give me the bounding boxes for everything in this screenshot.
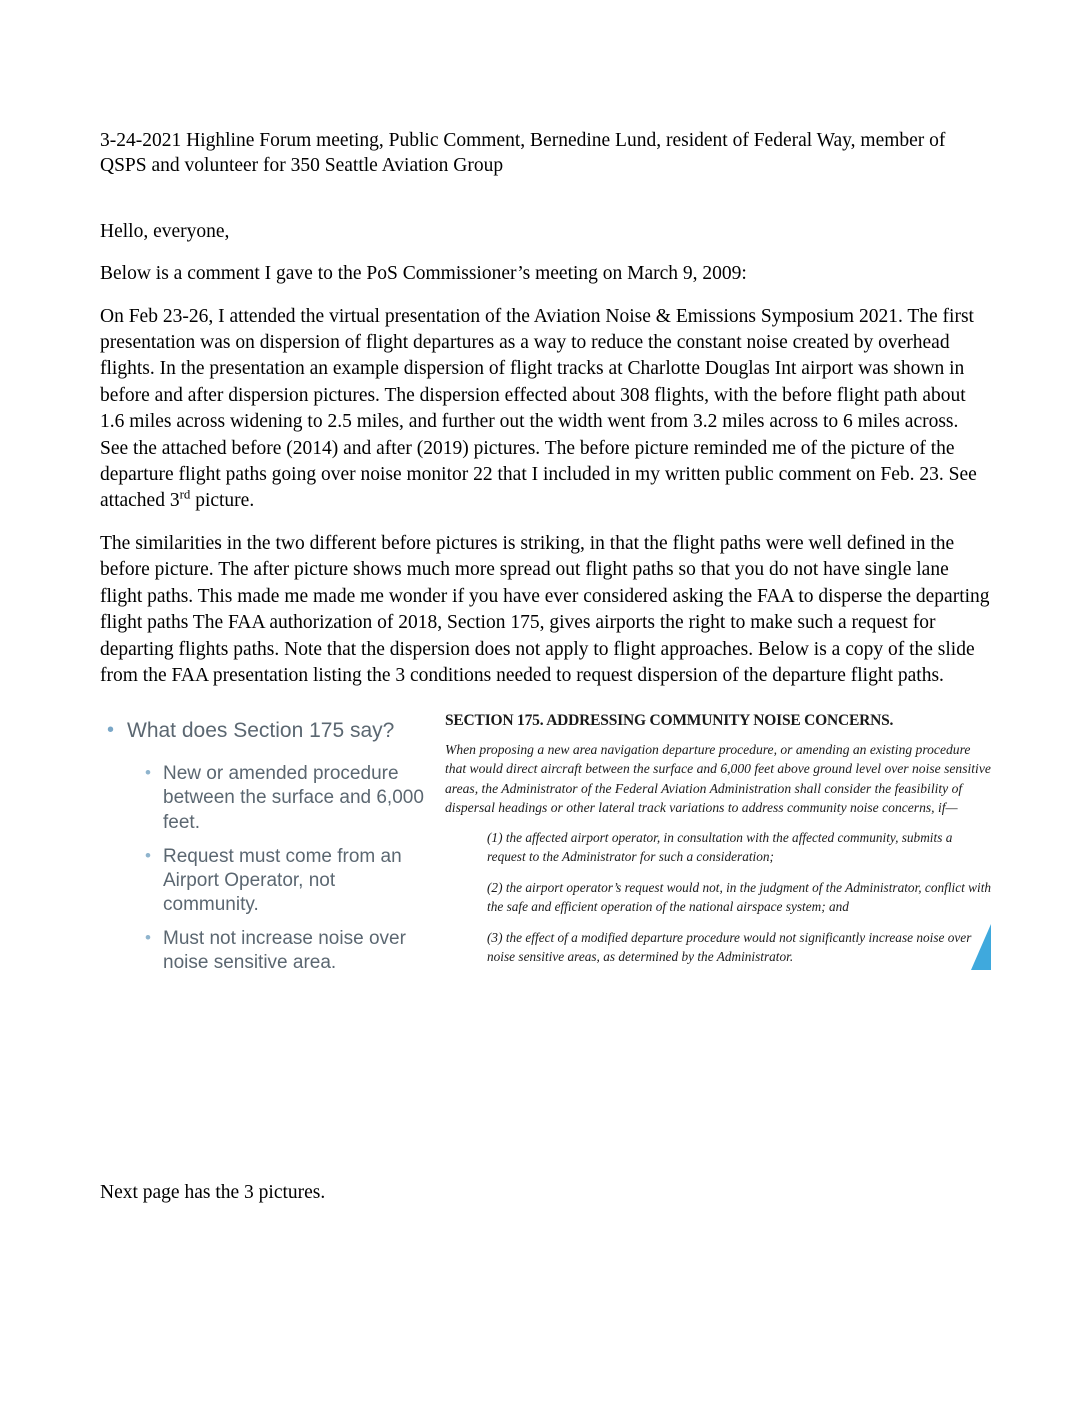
section-175-condition: (2) the airport operator’s request would not, in the judgment of the Administrator, conflict with the safe and efficient operation of the national airspace system; and — [487, 879, 992, 914]
document-title: 3-24-2021 Highline Forum meeting, Public Comment, Bernedine Lund, resident of Federal Way, member of QSPS and volunteer for 350 Seattle Aviation Group — [100, 130, 946, 177]
ordinal-suffix: rd — [179, 487, 191, 502]
slide-right-column — [445, 712, 993, 978]
paragraph-one-text-a: On Feb 23-26, I attended the virtual presentation of the Aviation Noise & Emissions Symposium 2021. The first presentation was on dispersion of flight departures as a way to reduce the constant noise created by overhead flights. In the presentation an example dispersion of flight tracks at Charlotte Douglas Int airport was shown in before and after dispersion pictures. The dispersion effected about 308 flights, with the before flight path about 1.6 miles across widening to 2.5 miles, and further out the width went from 3.2 miles across to 6 miles across. See the attached before (2014) and after (2019) pictures. The before picture reminded me of the picture of the departure flight paths going over noise monitor 22 that I included in my written public comment on Feb. 23. See attached 3 — [100, 305, 977, 512]
intro-paragraph: Below is a comment I gave to the PoS Commissioner’s meeting on March 9, 2009: — [100, 263, 747, 285]
section-175-heading: SECTION 175. ADDRESSING COMMUNITY NOISE CONCERNS. — [445, 712, 894, 729]
footer-note: Next page has the 3 pictures. — [100, 1181, 326, 1203]
section-175-condition: (3) the effect of a modified departure procedure would not significantly increase noise over noise sensitive areas, as determined by the Administrator. — [487, 929, 972, 964]
slide-bullet-item: • Must not increase noise over noise sensitive area. — [145, 927, 435, 975]
slide-left-column — [105, 718, 435, 985]
section-175-body: When proposing a new area navigation departure procedure, or amending an existing procedure that would direct aircraft between the surface and 6,000 feet above ground level over noise sensitive areas, the Administrator of the Federal Aviation Administration shall consider the feasibility of dispersal headings or other lateral track variations to address community noise concerns, if— — [445, 742, 991, 815]
slide-heading-bullet: • What does Section 175 say? — [105, 718, 435, 744]
slide-bullet-list — [105, 762, 435, 975]
slide-bullet-item: • New or amended procedure between the surface and 6,000 feet. — [145, 762, 435, 834]
paragraph-one-text-b: picture. — [190, 490, 255, 512]
section-175-condition: (1) the affected airport operator, in consultation with the affected community, submits a request to the Administrator for such a consideration; — [487, 830, 953, 865]
paragraph-two: The similarities in the two different before pictures is striking, in that the flight paths were well defined in the before picture. The after picture shows much more spread out flight paths so that you do not have single lane flight paths. This made me made me wonder if you have ever considered asking the FAA to disperse the departing flight paths The FAA authorization of 2018, Section 175, gives airports the right to make such a request for departing flights paths. Note that the dispersion does not apply to flight approaches. Below is a copy of the slide from the FAA presentation listing the 3 conditions needed to request dispersion of the departure flight paths. — [100, 532, 990, 687]
slide-bullet-item: • Request must come from an Airport Operator, not community. — [145, 845, 435, 917]
faa-slide-image — [100, 700, 1000, 1010]
document-body — [100, 128, 990, 689]
slide-accent-wedge-icon — [971, 924, 991, 970]
paragraph-one — [100, 304, 990, 515]
greeting-paragraph: Hello, everyone, — [100, 220, 230, 242]
